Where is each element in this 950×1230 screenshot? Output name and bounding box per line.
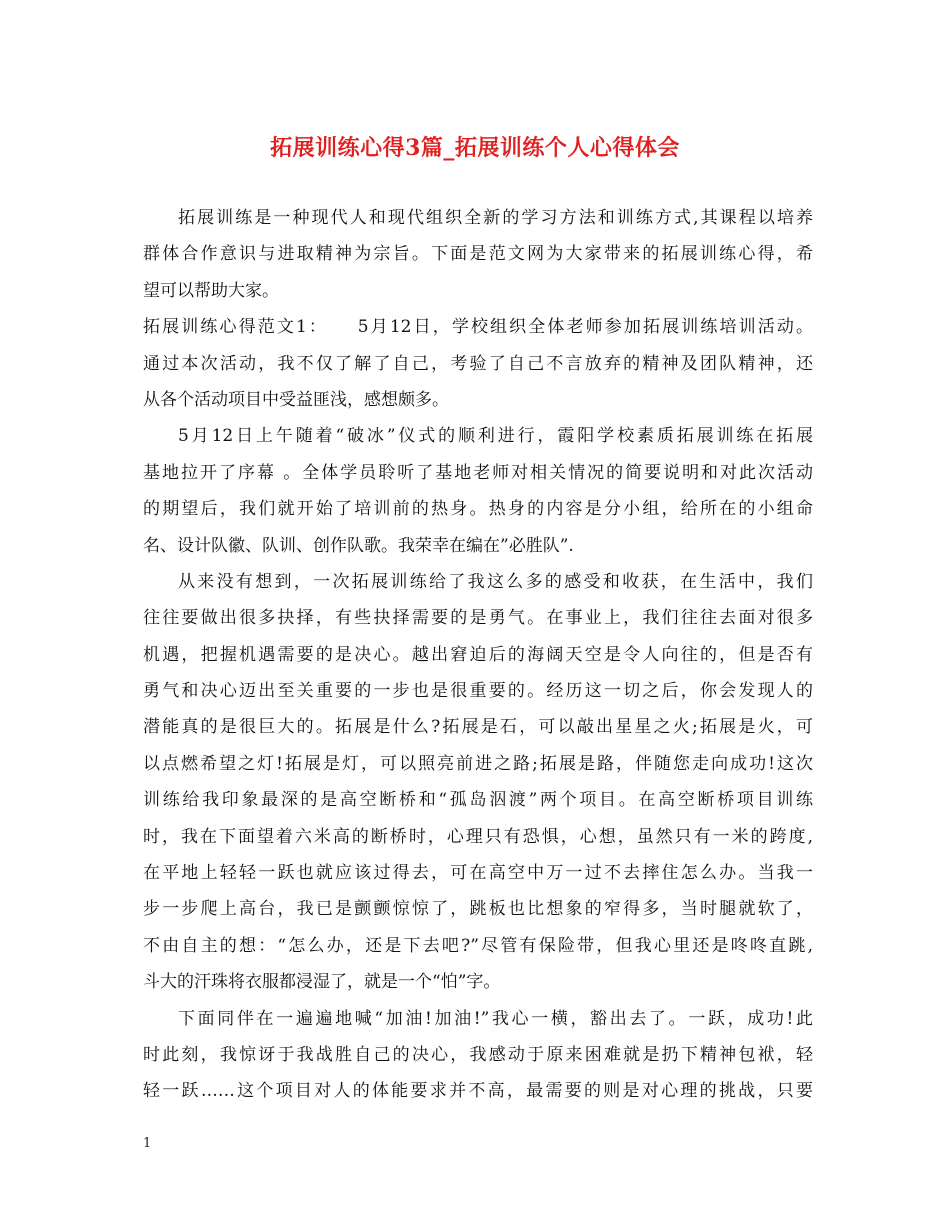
body-line: 不由自主的想：“怎么办，还是下去吧?”尽管有保险带，但我心里还是咚咚直跳,	[143, 935, 813, 956]
body-line: 往往要做出很多抉择，有些抉择需要的是勇气。在事业上，我们往往去面对很多	[143, 608, 813, 629]
body-line: 斗大的汗珠将衣服都浸湿了，就是一个“怕”字。	[143, 972, 501, 993]
body-line: 拓展训练心得范文1： 5月12日，学校组织全体老师参加拓展训练培训活动。	[143, 317, 813, 338]
body-line: 下面同伴在一遍遍地喊“加油!加油!”我心一横，豁出去了。一跃，成功!此	[178, 1008, 813, 1029]
body-line: 拓展训练是一种现代人和现代组织全新的学习方法和训练方式,其课程以培养	[178, 208, 813, 228]
body-line: 潜能真的是很巨大的。拓展是什么?拓展是石，可以敲出星星之火;拓展是火，可	[143, 717, 813, 738]
document-title: 拓展训练心得3篇_拓展训练个人心得体会	[270, 135, 680, 161]
body-line: 在平地上轻轻一跃也就应该过得去，可在高空中万一过不去摔住怎么办。当我一	[143, 863, 813, 884]
body-line: 勇气和决心迈出至关重要的一步也是很重要的。经历这一切之后，你会发现人的	[143, 681, 813, 702]
body-line: 的期望后，我们就开始了培训前的热身。热身的内容是分小组，给所在的小组命	[143, 499, 813, 520]
body-line: 时，我在下面望着六米高的断桥时，心理只有恐惧，心想，虽然只有一米的跨度,	[143, 826, 813, 847]
body-line: 步一步爬上高台，我已是颤颤惊惊了，跳板也比想象的窄得多，当时腿就软了，	[143, 899, 813, 920]
body-line: 名、设计队徽、队训、创作队歌。我荣幸在编在”必胜队”.	[143, 535, 574, 556]
body-line: 机遇，把握机遇需要的是决心。越出窘迫后的海阔天空是令人向往的，但是否有	[143, 644, 813, 665]
body-line: 从各个活动项目中受益匪浅，感想颇多。	[143, 389, 449, 410]
document-body	[143, 200, 813, 1110]
body-line: 通过本次活动，我不仅了解了自己，考验了自己不言放弃的精神及团队精神，还	[143, 353, 813, 374]
body-line: 训练给我印象最深的是高空断桥和“孤岛泅渡”两个项目。在高空断桥项目训练	[143, 790, 813, 811]
page-number: 1	[143, 1136, 152, 1151]
body-line: 望可以帮助大家。	[143, 280, 279, 301]
body-line: 以点燃希望之灯!拓展是灯，可以照亮前进之路;拓展是路，伴随您走向成功!这次	[143, 753, 813, 774]
body-line: 从来没有想到，一次拓展训练给了我这么多的感受和收获，在生活中，我们	[178, 571, 813, 592]
body-line: 时此刻，我惊讶于我战胜自己的决心，我感动于原来困难就是扔下精神包袱，轻	[143, 1044, 813, 1065]
body-line: 5月12日上午随着“破冰”仪式的顺利进行，霞阳学校素质拓展训练在拓展	[178, 426, 813, 447]
body-line: 群体合作意识与进取精神为宗旨。下面是范文网为大家带来的拓展训练心得，希	[143, 244, 813, 265]
body-line: 轻一跃……这个项目对人的体能要求并不高，最需要的则是对心理的挑战，只要	[143, 1081, 813, 1102]
body-line: 基地拉开了序幕 。全体学员聆听了基地老师对相关情况的简要说明和对此次活动	[143, 462, 813, 483]
